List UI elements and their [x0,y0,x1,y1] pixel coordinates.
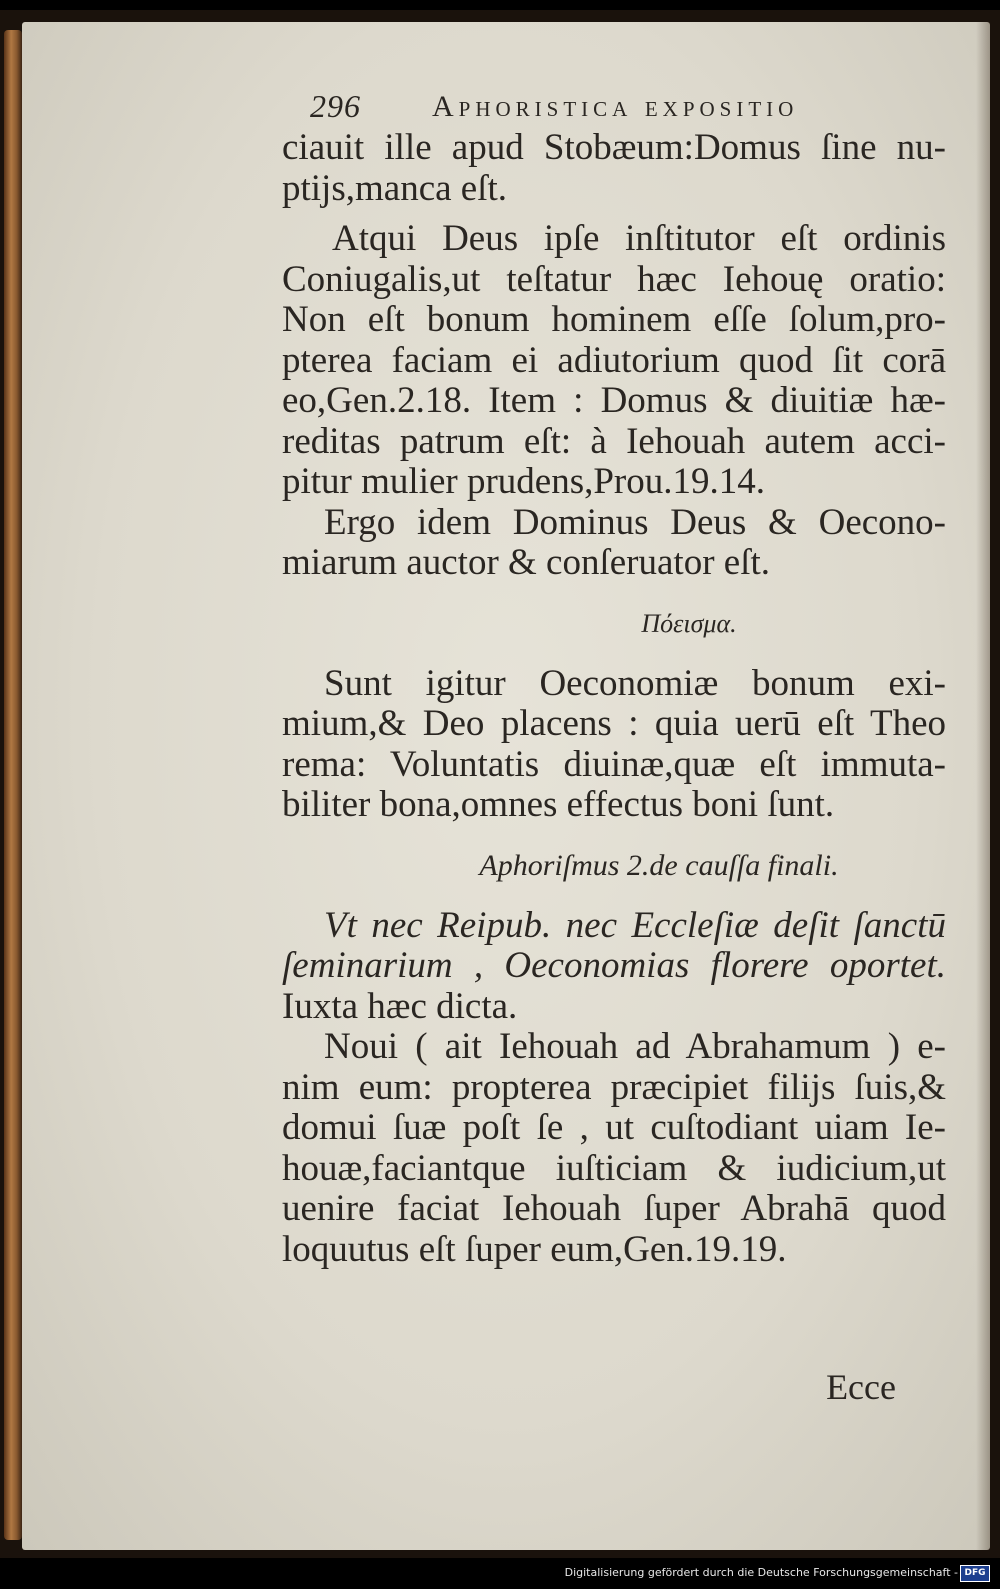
funding-credit: Digitalisierung gefördert durch die Deutsche Forschungsgemeinschaft - [564,1566,958,1579]
text-line: Vt nec Reipub. nec Eccleſiæ deſit ſanctū [324,904,946,946]
text-line: domui ſuæ poſt ſe , ut cuſtodiant uiam Ie- [282,1107,946,1148]
text-line: ptijs,manca eſt. [282,167,508,209]
running-header [282,82,946,128]
text-line: rema: Voluntatis diuinæ,quæ eſt immuta- [282,743,946,785]
page-number: 296 [310,88,361,124]
paragraph-2 [282,219,946,503]
page-gutter [976,22,990,1550]
footer-bar [0,1558,1000,1589]
text-line: houæ,faciantque iuſticiam & iudicium,ut [282,1147,946,1189]
text-line: pitur mulier prudens,Prou.19.14. [282,461,766,502]
text-line: ciauit ille apud Stobæum:Domus ſine nu- [282,127,946,168]
text-line: loquutus eſt ſuper eum,Gen.19.19. [282,1228,787,1270]
text-line: Iuxta hæc dicta. [282,985,518,1027]
aphorism-heading: Aphoriſmus 2.de cauſſa finali. [479,848,839,882]
text-line: biliter bona,omnes effectus boni ſunt. [282,784,835,825]
page-text [282,82,946,1407]
running-title: Aphoristica expositio [432,90,799,123]
text-line: mium,& Deo placens : quia uerū eſt Theo [282,703,946,744]
text-line: Ergo idem Dominus Deus & Oecono- [324,501,946,543]
paragraph-5 [282,987,946,1028]
catchword: Ecce [826,1367,896,1407]
text-line: Atqui Deus ipſe inſtitutor eſt ordinis [332,218,946,259]
text-line: Non eſt bonum hominem eſſe ſolum,pro- [282,299,946,340]
text-line: miarum auctor & conſeruator eſt. [282,542,771,583]
text-line: eo,Gen.2.18. Item : Domus & diuitiæ hæ- [282,380,946,421]
text-line: Coniugalis,ut teſtatur hæc Iehouę oratio: [282,258,946,300]
dfg-logo: DFG [960,1565,990,1582]
aphorism-text [282,906,946,987]
text-line: Noui ( ait Iehouah ad Abrahamum ) e- [324,1026,946,1067]
section-heading-greek: Πόεισμα. [641,608,737,638]
text-line: nim eum: propterea præcipiet filijs ſuis,& [282,1066,946,1108]
paragraph-3 [282,503,946,584]
text-line: ſeminarium , Oeconomias florere oportet. [282,945,946,986]
paragraph-6 [282,1027,946,1270]
page-edge [4,30,22,1540]
paragraph-1 [282,128,946,209]
paragraph-4 [282,664,946,826]
text-line: reditas patrum eſt: à Iehouah autem acci- [282,420,946,462]
text-line: pterea faciam ei adiutorium quod ſit corā [282,339,946,381]
text-line: uenire faciat Iehouah ſuper Abrahā quod [282,1188,946,1229]
text-line: Sunt igitur Oeconomiæ bonum exi- [324,662,946,704]
